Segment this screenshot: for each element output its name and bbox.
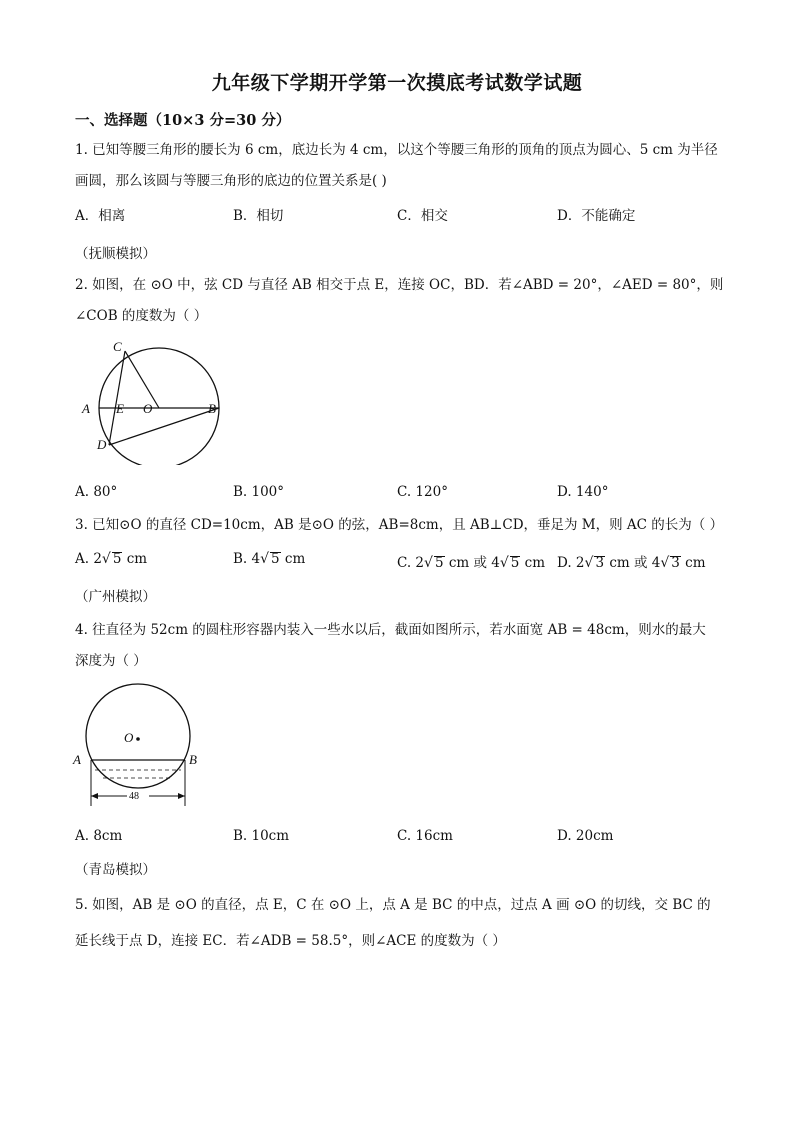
arrow-left-icon — [91, 793, 98, 799]
q3-d-radicand-2: 3 — [671, 555, 680, 571]
q1-option-b: B．相切 — [233, 208, 284, 224]
q4-option-b: B. 10cm — [233, 828, 290, 844]
q3-b-coef: B. 4 — [233, 551, 261, 567]
q2-option-b: B. 100° — [233, 484, 285, 500]
q3-c-unit: cm — [520, 555, 546, 571]
q3-b-radicand: 5 — [271, 551, 280, 567]
label-b: B — [208, 401, 216, 416]
q4-option-d: D. 20cm — [557, 828, 614, 844]
q3-line1: 3. 已知⊙O 的直径 CD=10cm，AB 是⊙O 的弦，AB=8cm，且 AB⊥CD，垂足为 M，则 AC 的长为（ ） — [75, 517, 724, 533]
label-d: D — [97, 437, 107, 452]
q3-option-c: C. 2√ 5 cm 或 4√ 5 cm — [397, 555, 546, 571]
container-circle — [86, 684, 190, 788]
center-point — [136, 737, 140, 741]
dimension-label: 48 — [129, 791, 139, 802]
q3-c-radicand-2: 5 — [510, 555, 520, 571]
q5-line2: 延长线于点 D，连接 EC．若∠ADB = 58.5°，则∠ACE 的度数为（ ） — [75, 933, 506, 949]
source-note-4: （青岛模拟） — [75, 862, 156, 878]
q4-option-a: A. 8cm — [75, 828, 123, 844]
q3-option-d: D. 2√ 3 cm 或 4√ 3 cm — [557, 555, 706, 571]
q2-line2: ∠COB 的度数为（ ） — [75, 308, 208, 324]
q3-c-coef: C. 2 — [397, 555, 425, 571]
q3-b-unit: cm — [280, 551, 306, 567]
segment-oc — [125, 351, 159, 408]
q3-option-a: A. 2√ 5 cm — [75, 551, 148, 567]
q1-option-a: A．相离 — [75, 208, 126, 224]
label-e: E — [116, 401, 124, 416]
q2-option-c: C. 120° — [397, 484, 448, 500]
section-heading: 一、选择题（10×3 分=30 分） — [75, 112, 291, 129]
source-note-1: （抚顺模拟） — [75, 246, 156, 262]
q2-option-a: A. 80° — [75, 484, 118, 500]
q3-d-mid: cm 或 4 — [605, 555, 661, 571]
q3-c-mid: cm 或 4 — [444, 555, 500, 571]
q3-a-unit: cm — [122, 551, 148, 567]
label-c: C — [113, 339, 122, 354]
circle-figure-q2 — [75, 335, 235, 465]
q4-line2: 深度为（ ） — [75, 653, 147, 669]
q3-a-radicand: 5 — [112, 551, 122, 567]
label-o: O — [124, 730, 134, 745]
q4-option-c: C. 16cm — [397, 828, 453, 844]
q3-d-radicand-1: 3 — [595, 555, 605, 571]
circle-figure-q4 — [70, 682, 210, 812]
label-a: A — [82, 401, 90, 416]
arrow-right-icon — [178, 793, 185, 799]
page-title: 九年级下学期开学第一次摸底考试数学试题 — [211, 72, 583, 94]
q3-a-coef: A. 2 — [75, 551, 102, 567]
q1-option-d: D．不能确定 — [557, 208, 636, 224]
q3-c-radicand-1: 5 — [434, 555, 444, 571]
label-b: B — [189, 752, 197, 767]
source-note-3: （广州模拟） — [75, 589, 156, 605]
label-o: O — [143, 401, 153, 416]
q2-line1: 2. 如图，在 ⊙O 中，弦 CD 与直径 AB 相交于点 E，连接 OC，BD．若∠ABD = 20°，∠AED = 80°，则 — [75, 277, 724, 293]
segment-bd — [109, 408, 219, 445]
q5-line1: 5. 如图，AB 是 ⊙O 的直径，点 E，C 在 ⊙O 上，点 A 是 BC 的中点，过点 A 画 ⊙O 的切线，交 BC 的 — [75, 897, 711, 913]
q3-option-b: B. 4√ 5 cm — [233, 551, 306, 567]
q1-option-c: C．相交 — [397, 208, 448, 224]
q2-option-d: D. 140° — [557, 484, 609, 500]
q1-line2: 画圆，那么该圆与等腰三角形的底边的位置关系是( ) — [75, 173, 387, 189]
q1-line1: 1. 已知等腰三角形的腰长为 6 cm，底边长为 4 cm，以这个等腰三角形的顶角的顶点为圆心、5 cm 为半径 — [75, 142, 718, 158]
q3-d-coef: D. 2 — [557, 555, 585, 571]
q3-d-unit: cm — [680, 555, 706, 571]
q4-line1: 4. 往直径为 52cm 的圆柱形容器内装入一些水以后，截面如图所示，若水面宽 AB = 48cm，则水的最大 — [75, 622, 706, 638]
label-a: A — [73, 752, 81, 767]
